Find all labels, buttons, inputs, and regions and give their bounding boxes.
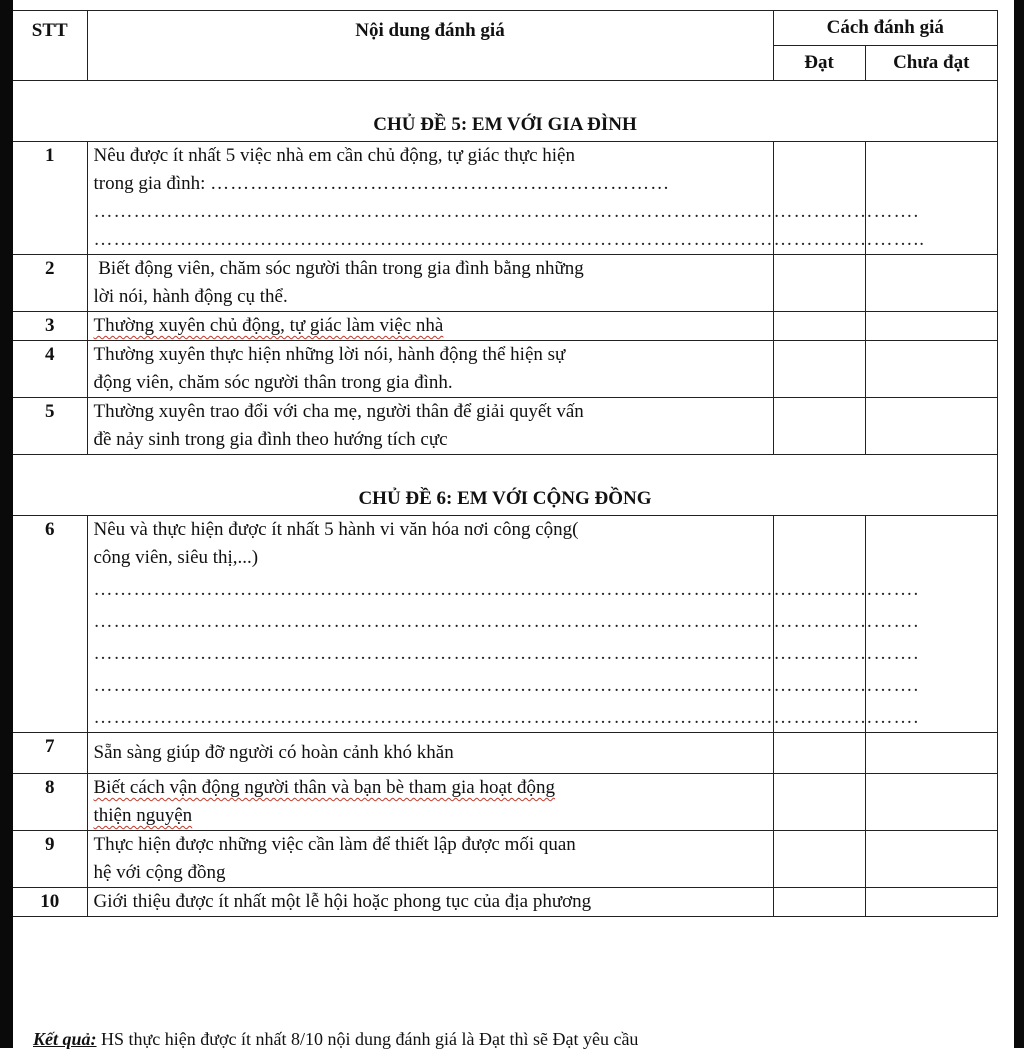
chua-dat-checkbox-cell[interactable] — [865, 312, 998, 341]
criterion-text: Thường xuyên thực hiện những lời nói, hành động thể hiện sự — [93, 344, 566, 365]
row-number: 3 — [13, 312, 87, 341]
table-row — [13, 888, 998, 917]
topic-6-title: CHỦ ĐỀ 6: EM VỚI CỘNG ĐỒNG — [13, 455, 998, 516]
criterion-text-cont: lời nói, hành động cụ thể. — [93, 286, 288, 307]
header-dat: Đạt — [773, 46, 865, 81]
criterion-cell — [87, 312, 773, 341]
criterion-text: Sẵn sàng giúp đỡ người có hoàn cảnh khó khăn — [93, 742, 454, 763]
table-row — [13, 831, 998, 888]
answer-dots: …………………………………………………………… — [210, 173, 671, 194]
criterion-text: Thường xuyên trao đổi với cha mẹ, người thân để giải quyết vấn — [93, 401, 584, 422]
result-text: HS thực hiện được ít nhất 8/10 nội dung đánh giá là Đạt thì sẽ Đạt yêu cầu — [96, 1029, 639, 1049]
chua-dat-checkbox-cell[interactable] — [865, 831, 998, 888]
topic-5-title: CHỦ ĐỀ 5: EM VỚI GIA ĐÌNH — [13, 81, 998, 142]
left-border-frame — [0, 0, 13, 1048]
dat-checkbox-cell[interactable] — [773, 774, 865, 831]
answer-dot-line: ……………………………………………………………………………………………………………. — [93, 707, 920, 728]
criterion-text: Biết động viên, chăm sóc người thân trong gia đình bằng những — [93, 258, 584, 279]
dat-checkbox-cell[interactable] — [773, 888, 865, 917]
table-row — [13, 774, 998, 831]
row-number: 9 — [13, 831, 87, 888]
table-row — [13, 255, 998, 312]
right-border-frame — [1014, 0, 1024, 1048]
row-number: 5 — [13, 398, 87, 455]
criterion-text: Biết cách vận động người thân và bạn bè tham gia hoạt động — [93, 777, 555, 798]
dat-checkbox-cell[interactable] — [773, 398, 865, 455]
row-number: 7 — [13, 733, 87, 774]
criterion-cell — [87, 831, 773, 888]
criterion-cell — [87, 516, 920, 733]
answer-dot-line: ……………………………………………………………………………………………………………. — [93, 643, 920, 664]
header-stt: STT — [13, 11, 87, 81]
criterion-text-cont: trong gia đình: — [93, 173, 206, 194]
chua-dat-checkbox-cell[interactable] — [865, 398, 998, 455]
answer-dot-line: ……………………………………………………………………………………………………………. — [93, 675, 920, 696]
criterion-text-cont: động viên, chăm sóc người thân trong gia đình. — [93, 372, 453, 393]
answer-dot-line: ……………………………………………………………………………………………………………. — [93, 611, 920, 632]
criterion-text-cont: thiện nguyện — [93, 805, 193, 826]
header-chua-dat: Chưa đạt — [865, 46, 998, 81]
table-row — [13, 398, 998, 455]
chua-dat-checkbox-cell[interactable] — [865, 255, 998, 312]
criterion-text-line2 — [94, 170, 767, 198]
header-content: Nội dung đánh giá — [87, 11, 773, 81]
criterion-text: Thường xuyên chủ động, tự giác làm việc nhà — [93, 315, 444, 336]
topic-row — [13, 81, 998, 142]
criterion-cell — [87, 142, 925, 255]
header-row — [13, 11, 998, 46]
criterion-cell — [87, 255, 773, 312]
chua-dat-checkbox-cell[interactable] — [865, 341, 998, 398]
topic-row — [13, 455, 998, 516]
criterion-text-cont: công viên, siêu thị,...) — [93, 547, 259, 568]
criterion-text-cont: đề nảy sinh trong gia đình theo hướng tích cực — [93, 429, 448, 450]
result-note — [33, 1027, 1013, 1051]
criterion-cell — [87, 398, 773, 455]
chua-dat-checkbox-cell[interactable] — [865, 733, 998, 774]
dat-checkbox-cell[interactable] — [773, 255, 865, 312]
criterion-cell — [87, 341, 773, 398]
criterion-text-cont: hệ với cộng đồng — [93, 862, 226, 883]
document-sheet — [13, 0, 1014, 1048]
criterion-text: Nêu và thực hiện được ít nhất 5 hành vi văn hóa nơi công cộng( — [93, 519, 579, 540]
answer-dot-line: ……………………………………………………………………………………………………………. — [93, 579, 920, 600]
row-number: 6 — [13, 516, 87, 733]
row-number: 2 — [13, 255, 87, 312]
row-number: 1 — [13, 142, 87, 255]
criterion-cell — [87, 774, 773, 831]
evaluation-table — [13, 10, 998, 917]
dat-checkbox-cell[interactable] — [773, 831, 865, 888]
chua-dat-checkbox-cell[interactable] — [865, 888, 998, 917]
table-row — [13, 733, 998, 774]
table-row — [13, 142, 998, 255]
dat-checkbox-cell[interactable] — [773, 312, 865, 341]
criterion-text: Thực hiện được những việc cần làm để thiết lập được mối quan — [93, 834, 576, 855]
row-number: 4 — [13, 341, 87, 398]
chua-dat-checkbox-cell[interactable] — [865, 774, 998, 831]
criterion-cell — [87, 733, 773, 774]
row-number: 8 — [13, 774, 87, 831]
header-method: Cách đánh giá — [773, 11, 998, 46]
criterion-text: Nêu được ít nhất 5 việc nhà em cần chủ động, tự giác thực hiện — [93, 145, 575, 166]
answer-dot-line: …………………………………………………………………………………………………………….. — [93, 229, 925, 250]
row-number: 10 — [13, 888, 87, 917]
criterion-cell — [87, 888, 773, 917]
table-row — [13, 516, 998, 733]
result-label: Kết quả: — [33, 1029, 97, 1049]
table-row — [13, 341, 998, 398]
criterion-text: Giới thiệu được ít nhất một lễ hội hoặc phong tục của địa phương — [93, 891, 592, 912]
dat-checkbox-cell[interactable] — [773, 341, 865, 398]
answer-dot-line: ……………………………………………………………………………………………………………. — [93, 201, 920, 222]
table-row — [13, 312, 998, 341]
dat-checkbox-cell[interactable] — [773, 733, 865, 774]
